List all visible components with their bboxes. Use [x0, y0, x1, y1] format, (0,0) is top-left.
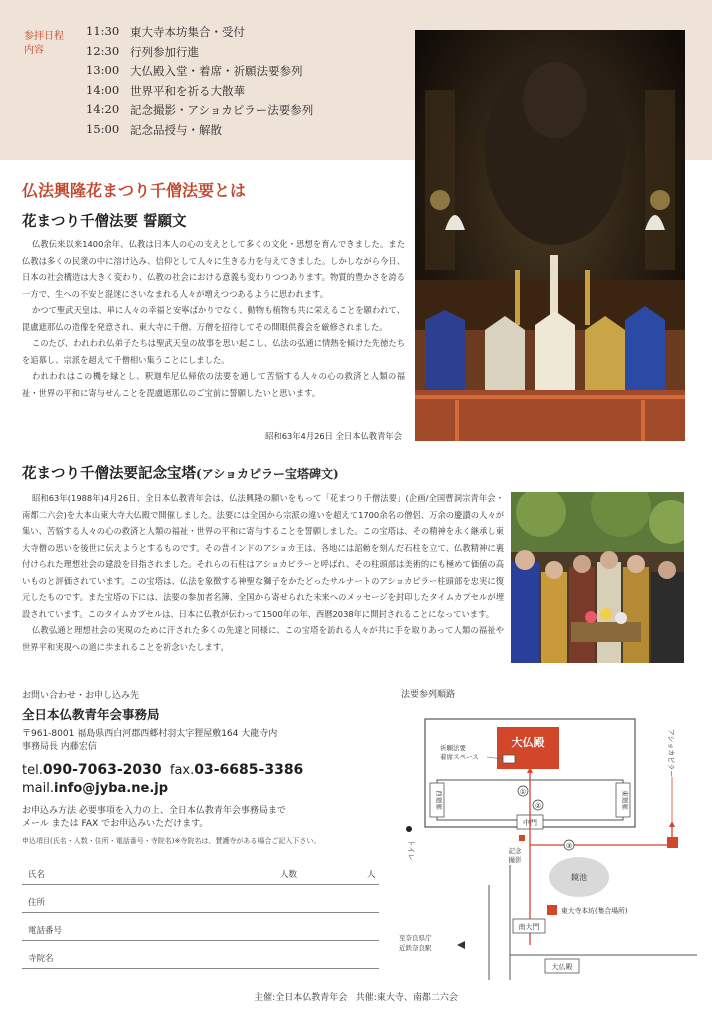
form-row-address[interactable] [22, 885, 379, 913]
monks-gathering-illustration [511, 492, 684, 663]
footer-organizer: 主催:全日本仏教青年会 [254, 993, 348, 1003]
route-map [397, 705, 697, 980]
nara-label2: 近鉄奈良駅 [399, 944, 432, 952]
schedule-item: 14:00 世界平和を祈る大散華 [86, 82, 245, 98]
form-name-label: 氏名 [28, 870, 46, 880]
schedule-item: 14:20 記念撮影・アショカピラー法要参列 [86, 102, 314, 117]
honbo-label: 東大寺本坊(集合場所) [561, 907, 628, 915]
route-step-3: ③ [565, 842, 573, 850]
contact-org: 全日本仏教青年会事務局 [22, 707, 160, 722]
nishi-kairo-label: 西廻廊 [435, 790, 443, 810]
schedule-list [86, 24, 406, 141]
form-temple-label: 寺院名 [28, 954, 54, 964]
schedule-label: 参拝日程 内容 [24, 31, 64, 56]
section2-paragraph: 昭和63年(1988年)4月26日、全日本仏教青年会は、仏法興隆の願いをもって「花まつり千僧法要」(企画/全国曹洞宗青年会・南都二六会)を大本山東大寺大仏殿で開催しました。法要には全国から宗派の違いを超えて1700余名の僧侶、万余の慶讃の人々が集い、苦悩する人々の心の救済と人類の福祉・世界の平和に寄与することを誓願しました。この宝塔は、その精神を永く継承し東大寺僧の思いを後世に伝えようとするものです。その昔インドのアショカ王は、各地には詔勅を刻んだ石柱を立て、仏教精神に裏付けられた理想社会の建設を目指されました。それらの石柱はアショカピラーと呼ばれ、その柱頭部は美術的にも極めて価値の高いものと評価されています。この宝塔は、仏法を象徴する神聖な獅子をかたどったサルナートのアショカピラー柱頭部を忠実に復元したものです。また宝塔の下には、法要の参加者名簿、全国から寄せられた未来へのメッセージを封印したタイムカプセルが埋設されています。このタイムカプセルは、日本に仏教が伝わって1500年の年、西暦2038年に開封されることになっています。 [22, 493, 504, 619]
daibutsu-ceremony-photo [415, 30, 685, 441]
form-count-unit: 人 [367, 870, 376, 880]
contact-manager: 事務局長 内藤宏信 [22, 742, 97, 752]
route-map-drawing [397, 705, 697, 980]
chumon-label: 中門 [523, 819, 537, 827]
route-step-2: ② [534, 802, 542, 810]
form-address-label: 住所 [28, 898, 46, 908]
section1-signature: 昭和63年4月26日 全日本仏教青年会 [265, 431, 402, 441]
schedule-item: 13:00 大仏殿入堂・着席・祈願法要参列 [86, 63, 303, 78]
section1-subheading: 花まつり千僧法要 誓願文 [22, 213, 187, 230]
schedule-item: 12:30 行列参加行進 [86, 43, 199, 59]
toilet-label: トイレ [407, 839, 415, 861]
ashoka-pillar-marker [667, 837, 678, 848]
section2-body [22, 490, 504, 655]
toilet-marker [406, 826, 412, 832]
contact-address-block [22, 728, 277, 754]
schedule-item: 11:30 東大寺本坊集合・受付 [86, 24, 245, 39]
kinen-label2: 撮影 [508, 856, 522, 864]
section1-heading: 仏法興隆花まつり千僧法要とは [22, 181, 247, 200]
section1-paragraph: われわれはこの機を縁とし、釈迦牟尼仏帰依の法要を通して苦悩する人々の心の救済と人類の福祉・世界の平和に寄与せんことを毘盧遮那仏のご宝前に誓願したいと思います。 [22, 371, 405, 398]
ashoka-label: アショカピラー [667, 728, 675, 778]
contact-fax[interactable]: 03-6685-3386 [194, 762, 304, 778]
kigan-label: 祈願法要 [440, 744, 466, 752]
section2-paragraph: 仏教弘通と理想社会の実現のために汗された多くの先達と同様に、この宝塔を訪れる人々が共に手を取りあって人類の福祉や世界平和実現への道に歩まれることを祈念いたします。 [22, 625, 504, 652]
form-phone-label: 電話番号 [28, 926, 63, 936]
daibutsuden-label: 大仏殿 [511, 736, 545, 749]
section2-heading: 花まつり千僧法要記念宝塔 [22, 465, 196, 482]
route-step-1: ① [519, 788, 527, 796]
section2-heading-row [22, 462, 339, 483]
higashi-kairo-label: 東廻廊 [621, 790, 629, 810]
form-count-label: 人数 [280, 870, 298, 880]
kinen-label: 記念 [508, 847, 522, 855]
footer-cohost: 共催:東大寺、南都二六会 [355, 993, 458, 1003]
section1-paragraph: かつて聖武天皇は、単に人々の幸福と安寧ばかりでなく、動物も植物も共に栄えることを願われて、毘盧遮那仏の造像を発意され、東大寺に千僧、万僧を招待してその開眼供養会を厳修されました。 [22, 305, 405, 332]
footer [0, 990, 712, 1003]
route-map-title: 法要参列順路 [401, 690, 456, 700]
kigan-label2: 着席スペース [440, 753, 479, 761]
contact-tel[interactable]: 090-7063-2030 [42, 762, 162, 778]
nandaimon-label: 南大門 [518, 923, 540, 931]
honbo-marker [547, 905, 557, 915]
daibutsu-ceremony-illustration [415, 30, 685, 441]
form-row-name[interactable] [22, 857, 379, 885]
nara-label1: 至奈良県庁 [399, 934, 432, 942]
schedule-item: 15:00 記念品授与・解散 [86, 121, 222, 137]
contact-phone-row: tel.090-7063-2030 fax.03-6685-3386 [22, 762, 304, 778]
contact-mail[interactable]: info@jyba.ne.jp [54, 781, 169, 796]
application-required-items: 申込項目(氏名・人数・住所・電話番号・寺院名)※寺院名は、賛護寺がある場合ご記入下さい。 [22, 837, 321, 845]
section1-paragraph: 仏教伝来以来1400余年、仏教は日本人の心の支えとして多くの文化・思想を育んできました。また仏教は多くの民衆の中に溶け込み、信仰として人々に生きる力を与えてきました。しかしながら今日、日本の社会構造は大きく変わり、仏教の社会における意義も変わりつつあります。物質的豊かさを誇る一方で、生への不安と混迷にさいなまれる人々が増えつつあるように思われます。 [22, 239, 405, 299]
section2-heading-suffix: (アショカピラー宝塔碑文) [196, 467, 339, 481]
contact-address: 〒961-8001 福島県西白河郡西郷村羽太字狸屋敷164 大龍寺内 [22, 729, 278, 739]
section1-body [22, 236, 405, 401]
contact-heading: お問い合わせ・お申し込み先 [22, 691, 140, 701]
form-row-phone[interactable] [22, 913, 379, 941]
form-row-temple[interactable] [22, 941, 379, 969]
contact-mail-row: mail.info@jyba.ne.jp [22, 781, 169, 796]
kagamiike-label: 鏡池 [571, 873, 587, 882]
monks-gathering-photo [511, 492, 684, 663]
application-form [22, 857, 379, 969]
application-method: お申込み方法 必要事項を入力の上、全日本仏教青年会事務局まで メール または FAX でお申込みいただけます。 [22, 806, 286, 829]
daibutsu-stop-label: 大仏殿 [551, 963, 573, 971]
section1-paragraph: このたび、われわれ仏弟子たちは聖武天皇の故事を思い起こし、仏法の弘通に情熱を傾けた先徳たちを追慕し、宗派を超えて千僧相い集うことにしました。 [22, 338, 405, 365]
